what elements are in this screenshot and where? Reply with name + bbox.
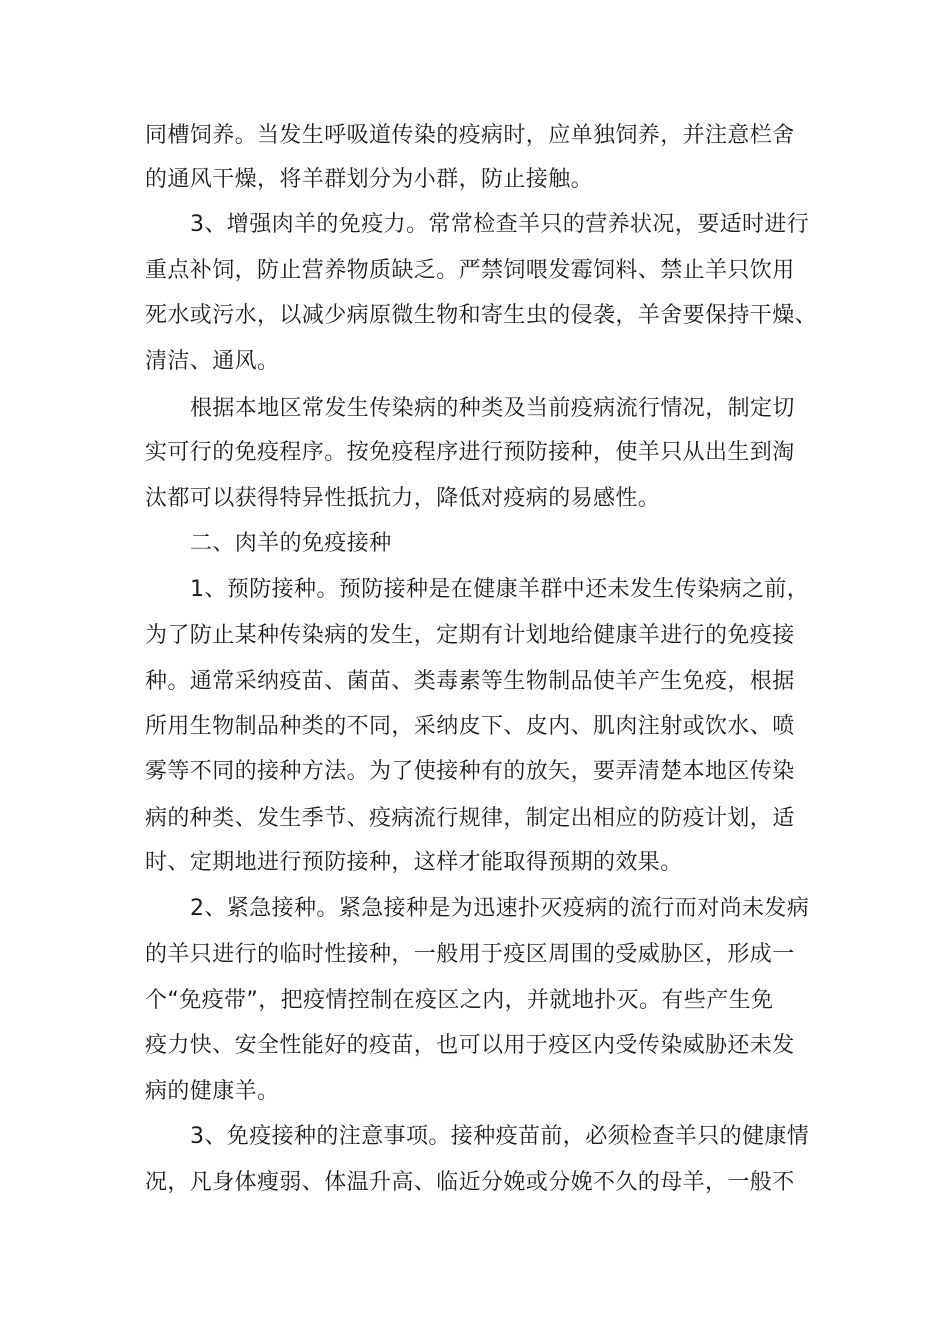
section-heading: 二、肉羊的免疫接种	[190, 531, 392, 556]
text-line: 病的健康羊。	[145, 1079, 280, 1104]
text-line: 况，凡身体瘦弱、体温升高、临近分娩或分娩不久的母羊，一般不	[145, 1170, 795, 1195]
text-line: 为了防止某种传染病的发生，定期有计划地给健康羊进行的免疫接	[145, 623, 795, 648]
text-line: 同槽饲养。当发生呼吸道传染的疫病时，应单独饲养，并注意栏舍	[145, 123, 795, 148]
text-line: 种。通常采纳疫苗、菌苗、类毒素等生物制品使羊产生免疫，根据	[145, 669, 795, 694]
text-line: 疫力快、安全性能好的疫苗，也可以用于疫区内受传染威胁还未发	[145, 1033, 795, 1058]
text-line: 的羊只进行的临时性接种，一般用于疫区周围的受威胁区，形成一	[145, 942, 795, 967]
text-line: 1、预防接种。预防接种是在健康羊群中还未发生传染病之前，	[190, 577, 810, 602]
text-line: 雾等不同的接种方法。为了使接种有的放矢，要弄清楚本地区传染	[145, 759, 795, 784]
text-line: 3、增强肉羊的免疫力。常常检查羊只的营养状况，要适时进行	[190, 212, 810, 237]
text-line: 3、免疫接种的注意事项。接种疫苗前，必须检查羊只的健康情	[190, 1124, 810, 1149]
text-line: 个“免疫带”，把疫情控制在疫区之内，并就地扑灭。有些产生免	[145, 988, 774, 1013]
text-line: 所用生物制品种类的不同，采纳皮下、皮内、肌肉注射或饮水、喷	[145, 714, 795, 739]
text-line: 病的种类、发生季节、疫病流行规律，制定出相应的防疫计划，适	[145, 806, 795, 831]
text-line: 2、紧急接种。紧急接种是为迅速扑灭疫病的流行而对尚未发病	[190, 896, 810, 921]
text-line: 根据本地区常发生传染病的种类及当前疫病流行情况，制定切	[190, 396, 795, 421]
text-line: 实可行的免疫程序。按免疫程序进行预防接种，使羊只从出生到淘	[145, 440, 795, 465]
text-line: 死水或污水，以减少病原微生物和寄生虫的侵袭，羊舍要保持干燥、	[145, 303, 818, 328]
text-line: 汰都可以获得特异性抵抗力，降低对疫病的易感性。	[145, 486, 661, 511]
text-line: 重点补饲，防止营养物质缺乏。严禁饲喂发霉饲料、禁止羊只饮用	[145, 258, 795, 283]
text-line: 时、定期地进行预防接种，这样才能取得预期的效果。	[145, 850, 683, 875]
text-line: 清洁、通风。	[145, 349, 280, 374]
text-line: 的通风干燥，将羊群划分为小群，防止接触。	[145, 167, 594, 192]
